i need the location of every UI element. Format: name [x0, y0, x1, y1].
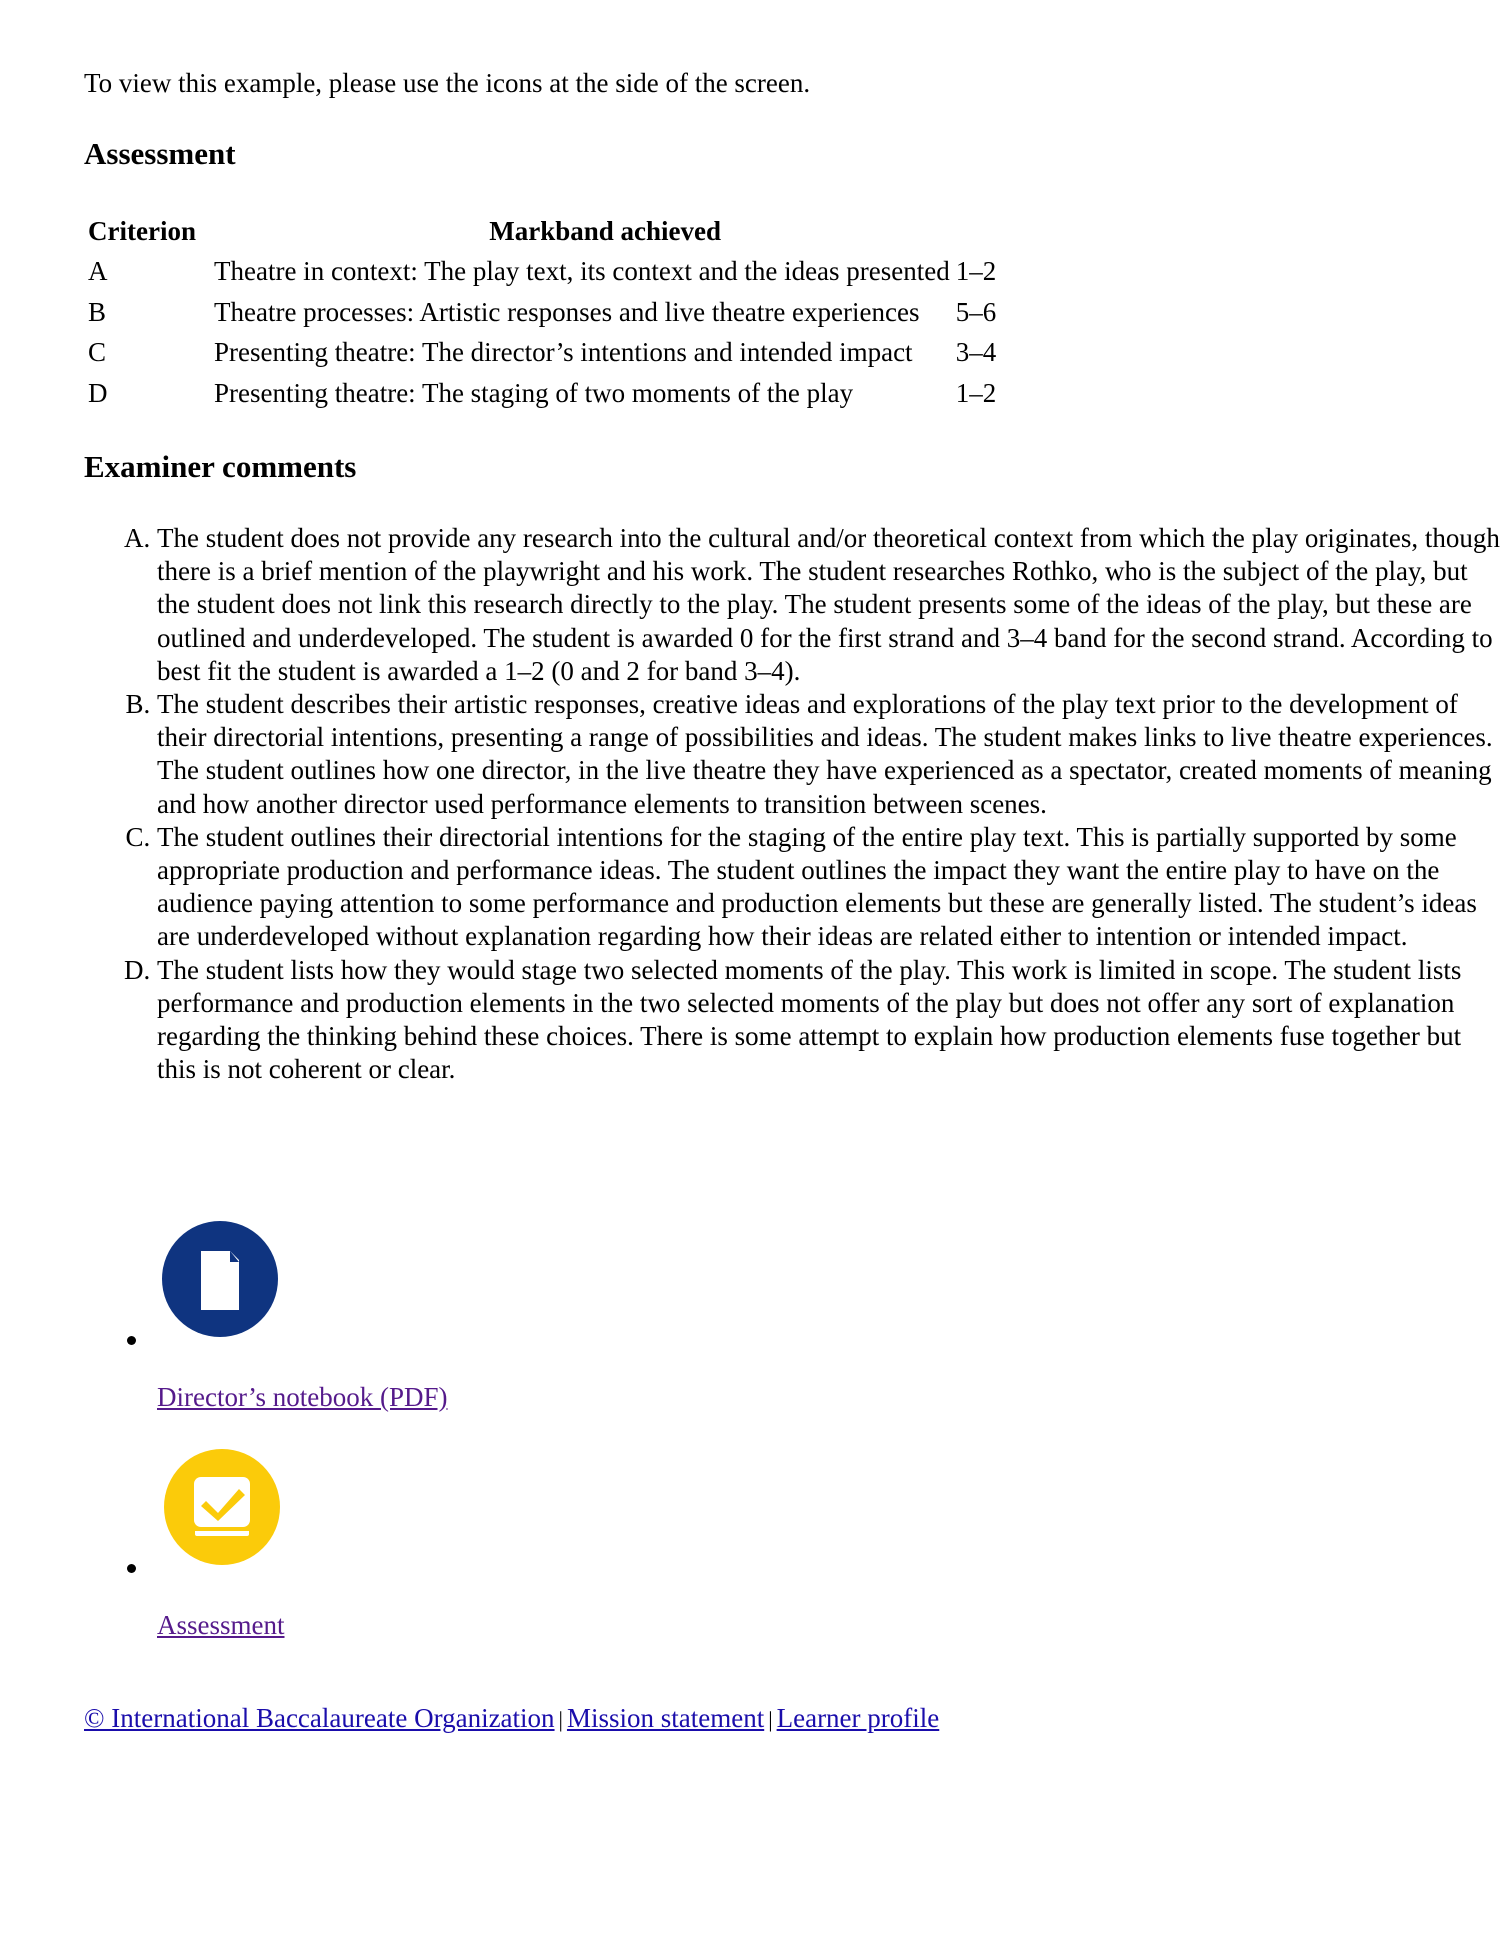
intro-text: To view this example, please use the icons at the side of the screen. — [84, 68, 811, 98]
criterion-description: Presenting theatre: The staging of two moments of the play — [214, 377, 854, 408]
column-header-criterion: Criterion — [88, 215, 196, 246]
footer — [84, 1701, 939, 1737]
comment-item: D. The student lists how they would stage two selected moments of the play. This work is limited in scope. The student lists performance and production elements in the two selected moments of the play but does not offer any sort of explanation regarding the thinking behind these choices. There is some attempt to explain how production elements fuse together but this is not coherent or clear. — [157, 954, 1500, 1087]
criterion-letter: B — [88, 296, 107, 327]
footer-link-ibo[interactable]: © International Baccalaureate Organization — [84, 1703, 555, 1733]
criterion-description: Theatre in context: The play text, its context and the ideas presented — [214, 256, 950, 287]
comment-item: A. The student does not provide any research into the cultural and/or theoretical context from which the play originates, though there is a brief mention of the playwright and his work. The student researches Rothko, who is the subject of the play, but the student does not link this research directly to the play. The student presents some of the ideas of the play, but these are outlined and underdeveloped. The student is awarded 0 for the first strand and 3–4 band for the second strand. According to best fit the student is awarded a 1–2 (0 and 2 for band 3–4). — [157, 522, 1500, 688]
criterion-letter: C — [88, 337, 107, 368]
assessment-link[interactable]: Assessment — [157, 1610, 285, 1640]
table-row — [84, 373, 996, 414]
examiner-comments-list — [84, 522, 1500, 1086]
list-bullet — [127, 1336, 136, 1345]
document-icon[interactable] — [161, 1220, 279, 1338]
comment-item: C. The student outlines their directorial intentions for the staging of the entire play text. This is partially supported by some appropriate production and performance ideas. The student outlines the impact they want the entire play to have on the audience paying attention to some performance and production elements but these are generally listed. The student’s ideas are underdeveloped without explanation regarding how their ideas are related either to intention or intended impact. — [157, 821, 1500, 954]
assessment-table — [84, 211, 996, 414]
table-row — [84, 252, 996, 293]
footer-separator: | — [558, 1707, 563, 1732]
criterion-markband: 3–4 — [955, 337, 997, 368]
assessment-heading: Assessment — [84, 136, 236, 171]
footer-link-learner-profile[interactable]: Learner profile — [776, 1703, 940, 1733]
checkbox-check-icon[interactable] — [163, 1448, 281, 1566]
criterion-markband: 5–6 — [955, 296, 997, 327]
table-row — [84, 292, 996, 333]
criterion-letter: A — [88, 256, 108, 287]
criterion-markband: 1–2 — [955, 377, 997, 408]
footer-link-mission-statement[interactable]: Mission statement — [566, 1703, 765, 1733]
criterion-letter: D — [88, 377, 108, 408]
list-bullet — [127, 1564, 136, 1573]
directors-notebook-link[interactable]: Director’s notebook (PDF) — [157, 1382, 448, 1412]
column-header-markband: Markband achieved — [489, 215, 722, 246]
table-row — [84, 333, 996, 374]
criterion-markband: 1–2 — [955, 256, 997, 287]
criterion-description: Presenting theatre: The director’s intentions and intended impact — [214, 337, 913, 368]
examiner-comments-heading: Examiner comments — [84, 449, 357, 484]
criterion-description: Theatre processes: Artistic responses and live theatre experiences — [214, 296, 920, 327]
resource-list — [84, 1210, 448, 1666]
table-header-row — [84, 211, 996, 252]
footer-separator: | — [768, 1707, 773, 1732]
comment-item: B. The student describes their artistic responses, creative ideas and explorations of the play text prior to the development of their directorial intentions, presenting a range of possibilities and ideas. The student makes links to live theatre experiences. The student outlines how one director, in the live theatre they have experienced as a spectator, created moments of meaning and how another director used performance elements to transition between scenes. — [157, 688, 1500, 821]
